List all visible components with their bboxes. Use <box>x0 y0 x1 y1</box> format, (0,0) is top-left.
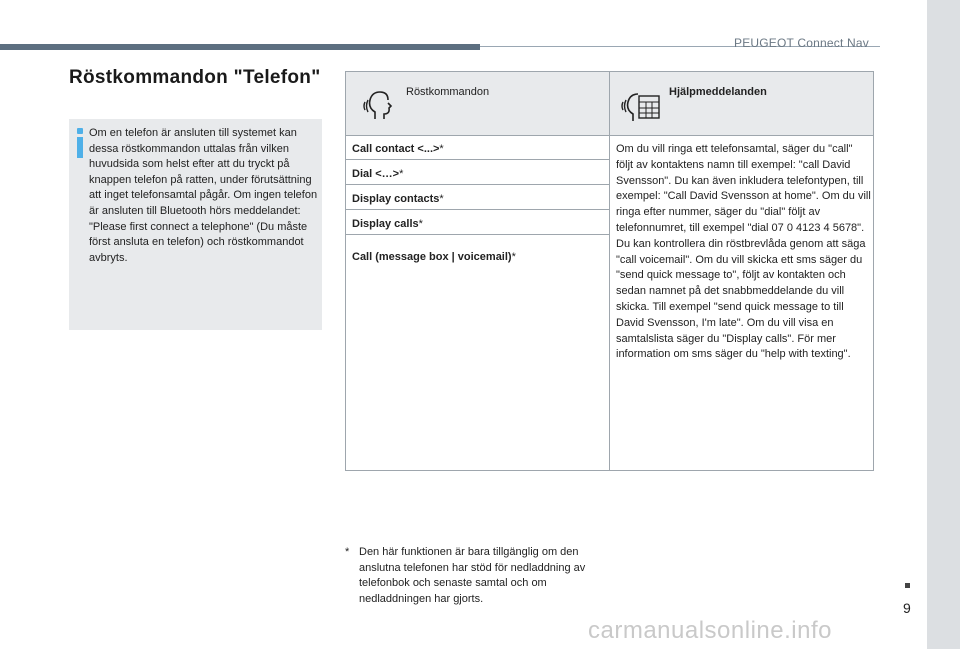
voice-command-table <box>345 71 874 471</box>
help-message-text: Om du vill ringa ett telefonsamtal, säger du "call" följt av kontaktens namn till exempel: "call David Svensson". Du kan även inkludera telefontypen, till exempel: "Call David Svensson at home". Om du vill ringa efter nummer, säger du "dial" följt av telefonnumret, till exempel "dial 07 0 4123 4 5678". Du kan kontrollera din röstbrevlåda genom att säga "call voicemail". Om du vill skicka ett sms säger du "send quick message to", följt av kontakten och sedan namnet på det snabbmeddelande du vill skicka. Till exempel "send quick message to till David Svensson, I'm late". Om du vill visa en samtalslista säger du "Display calls". För mer information om sms säger du "help with texting". <box>616 143 871 361</box>
command-row-call-voicemail: Call (message box | voicemail)* <box>352 251 516 263</box>
footnote-text: Den här funktionen är bara tillgänglig om den anslutna telefonen har stöd för nedladdning av telefonbok och senaste samtal och om nedladdningen har gjorts. <box>359 546 586 605</box>
command-row-display-calls: Display calls* <box>346 210 609 235</box>
section-title: Röstkommandon "Telefon" <box>69 67 321 88</box>
page-edge-band <box>927 0 960 649</box>
help-message-icon <box>621 84 661 122</box>
watermark: carmanualsonline.info <box>588 617 832 644</box>
command-row-display-contacts: Display contacts* <box>346 185 609 210</box>
header-rule <box>0 44 480 50</box>
column-header-voice: Röstkommandon <box>406 86 490 98</box>
footnote <box>345 545 615 607</box>
header-title: PEUGEOT Connect Nav <box>734 36 869 50</box>
page-number: 9 <box>903 600 911 616</box>
column-divider <box>609 72 610 470</box>
command-row-call-contact: Call contact <...>* <box>346 135 609 160</box>
page-marker <box>905 583 910 588</box>
command-row-dial: Dial <…>* <box>346 160 609 185</box>
info-text: Om en telefon är ansluten till systemet kan dessa röstkommandon uttalas från vilken huvudsida som helst efter att du tryckt på knappen telefon på ratten, under förutsättning att inget telefonsamtal pågår. Om ingen telefon är ansluten till Bluetooth hörs meddelandet: "Please first connect a telephone" (Du måste först ansluta en telefon) och röstkommandot avbryts. <box>89 127 318 264</box>
info-box <box>69 119 322 330</box>
voice-command-icon <box>362 86 396 120</box>
footnote-mark: * <box>345 546 350 558</box>
info-icon <box>77 128 83 158</box>
column-header-help: Hjälpmeddelanden <box>669 86 767 98</box>
